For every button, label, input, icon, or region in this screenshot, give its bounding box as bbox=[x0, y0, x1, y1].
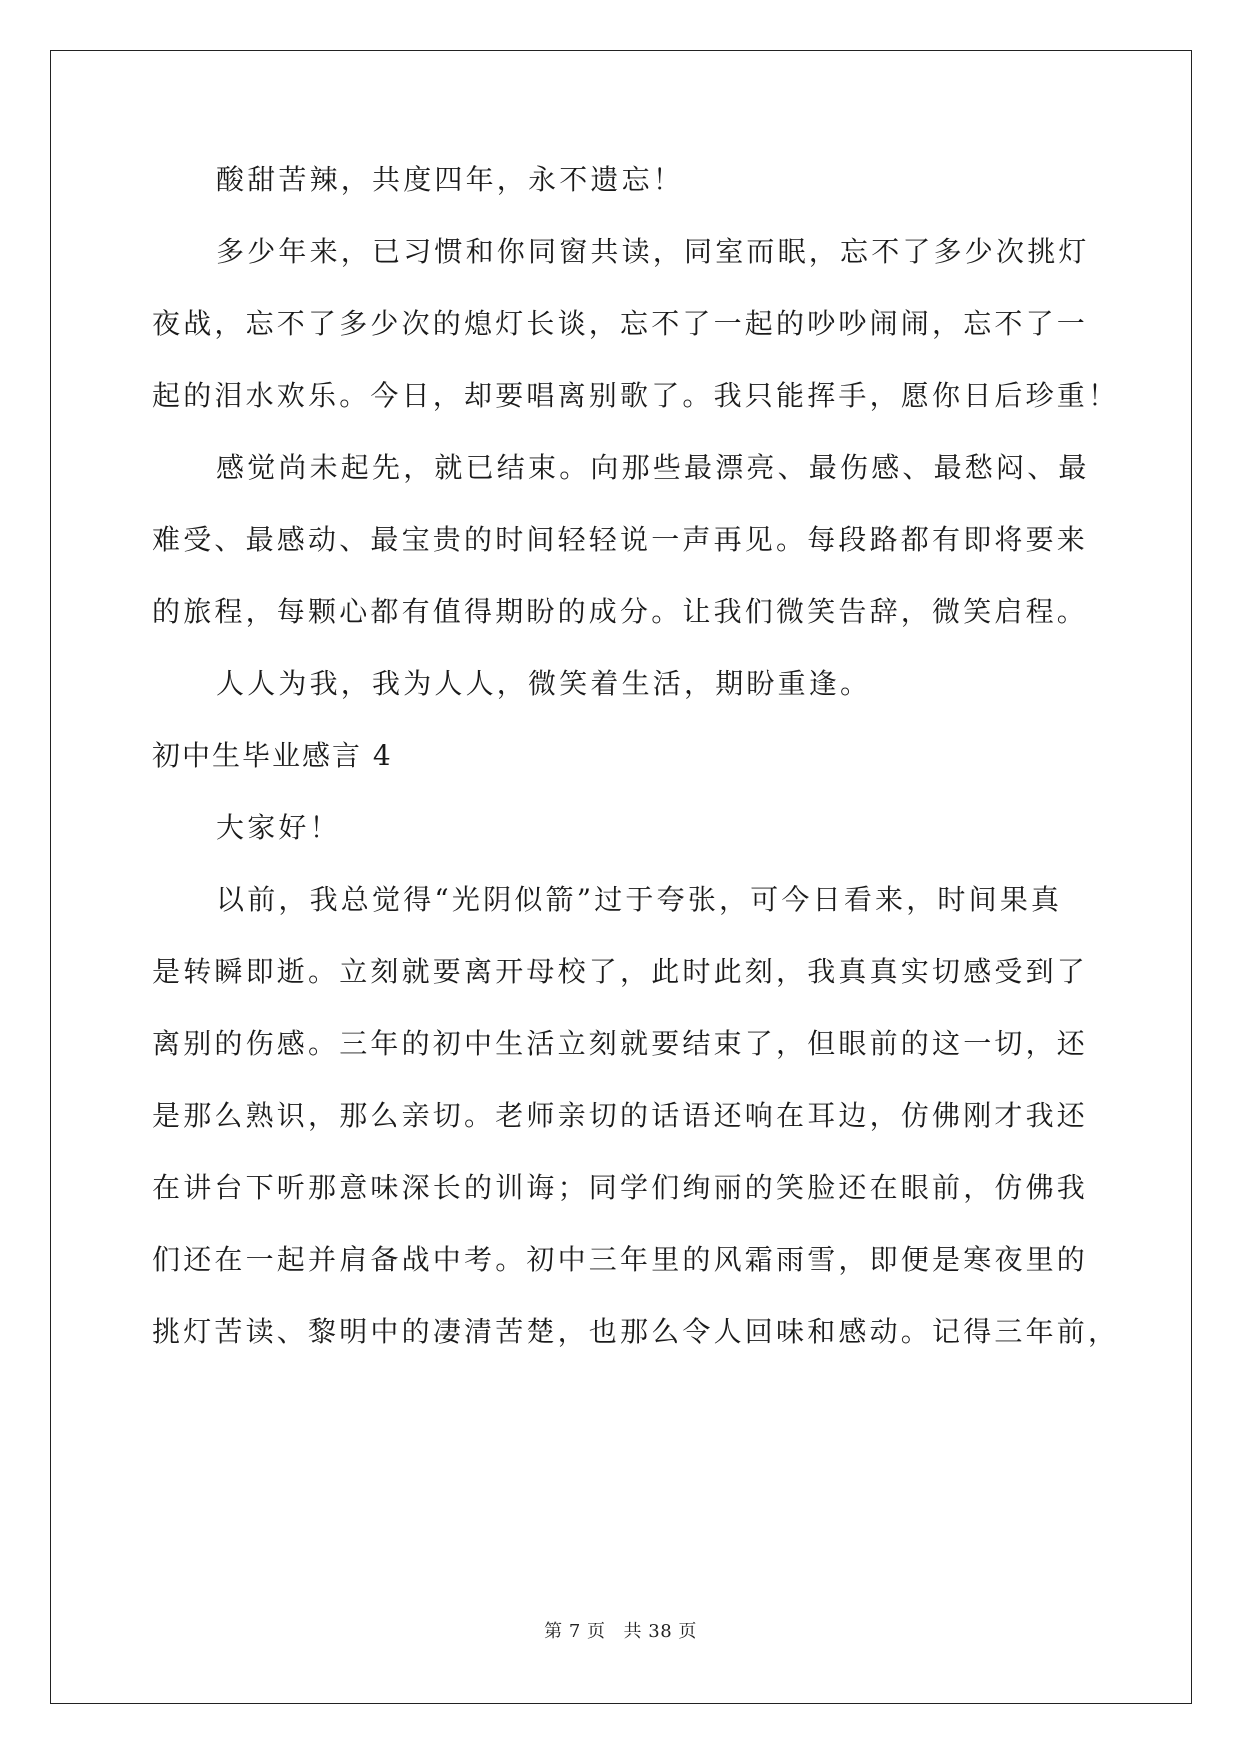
text-line: 挑灯苦读、黎明中的凄清苦楚，也那么令人回味和感动。记得三年前， bbox=[152, 1315, 1120, 1348]
text-line: 在讲台下听那意味深长的训诲；同学们绚丽的笑脸还在眼前，仿佛我 bbox=[152, 1171, 1089, 1204]
text-line: 感觉尚未起先，就已结束。向那些最漂亮、最伤感、最愁闷、最 bbox=[216, 451, 1090, 484]
text-line: 人人为我，我为人人，微笑着生活，期盼重逢。 bbox=[216, 667, 872, 700]
text-line: 以前，我总觉得“光阴似箭”过于夸张，可今日看来，时间果真 bbox=[216, 883, 1063, 916]
text-line: 是那么熟识，那么亲切。老师亲切的话语还响在耳边，仿佛刚才我还 bbox=[152, 1099, 1089, 1132]
text-line: 的旅程，每颗心都有值得期盼的成分。让我们微笑告辞，微笑启程。 bbox=[152, 595, 1089, 628]
page-border bbox=[50, 50, 1192, 1704]
text-line: 离别的伤感。三年的初中生活立刻就要结束了，但眼前的这一切，还 bbox=[152, 1027, 1089, 1060]
text-line: 夜战，忘不了多少次的熄灯长谈，忘不了一起的吵吵闹闹，忘不了一 bbox=[152, 307, 1089, 340]
text-line: 起的泪水欢乐。今日，却要唱离别歌了。我只能挥手，愿你日后珍重！ bbox=[152, 379, 1120, 412]
page-total: 共 38 页 bbox=[623, 1621, 697, 1642]
page-footer bbox=[0, 1620, 1241, 1644]
text-line: 们还在一起并肩备战中考。初中三年里的风霜雨雪，即便是寒夜里的 bbox=[152, 1243, 1089, 1276]
text-line: 多少年来，已习惯和你同窗共读，同室而眠，忘不了多少次挑灯 bbox=[216, 235, 1090, 268]
text-line: 难受、最感动、最宝贵的时间轻轻说一声再见。每段路都有即将要来 bbox=[152, 523, 1089, 556]
text-line: 酸甜苦辣，共度四年，永不遗忘！ bbox=[216, 163, 685, 196]
section-heading: 初中生毕业感言 4 bbox=[152, 739, 393, 772]
page-number: 第 7 页 bbox=[544, 1621, 606, 1642]
text-line: 大家好！ bbox=[216, 811, 341, 844]
text-line: 是转瞬即逝。立刻就要离开母校了，此时此刻，我真真实切感受到了 bbox=[152, 955, 1089, 988]
